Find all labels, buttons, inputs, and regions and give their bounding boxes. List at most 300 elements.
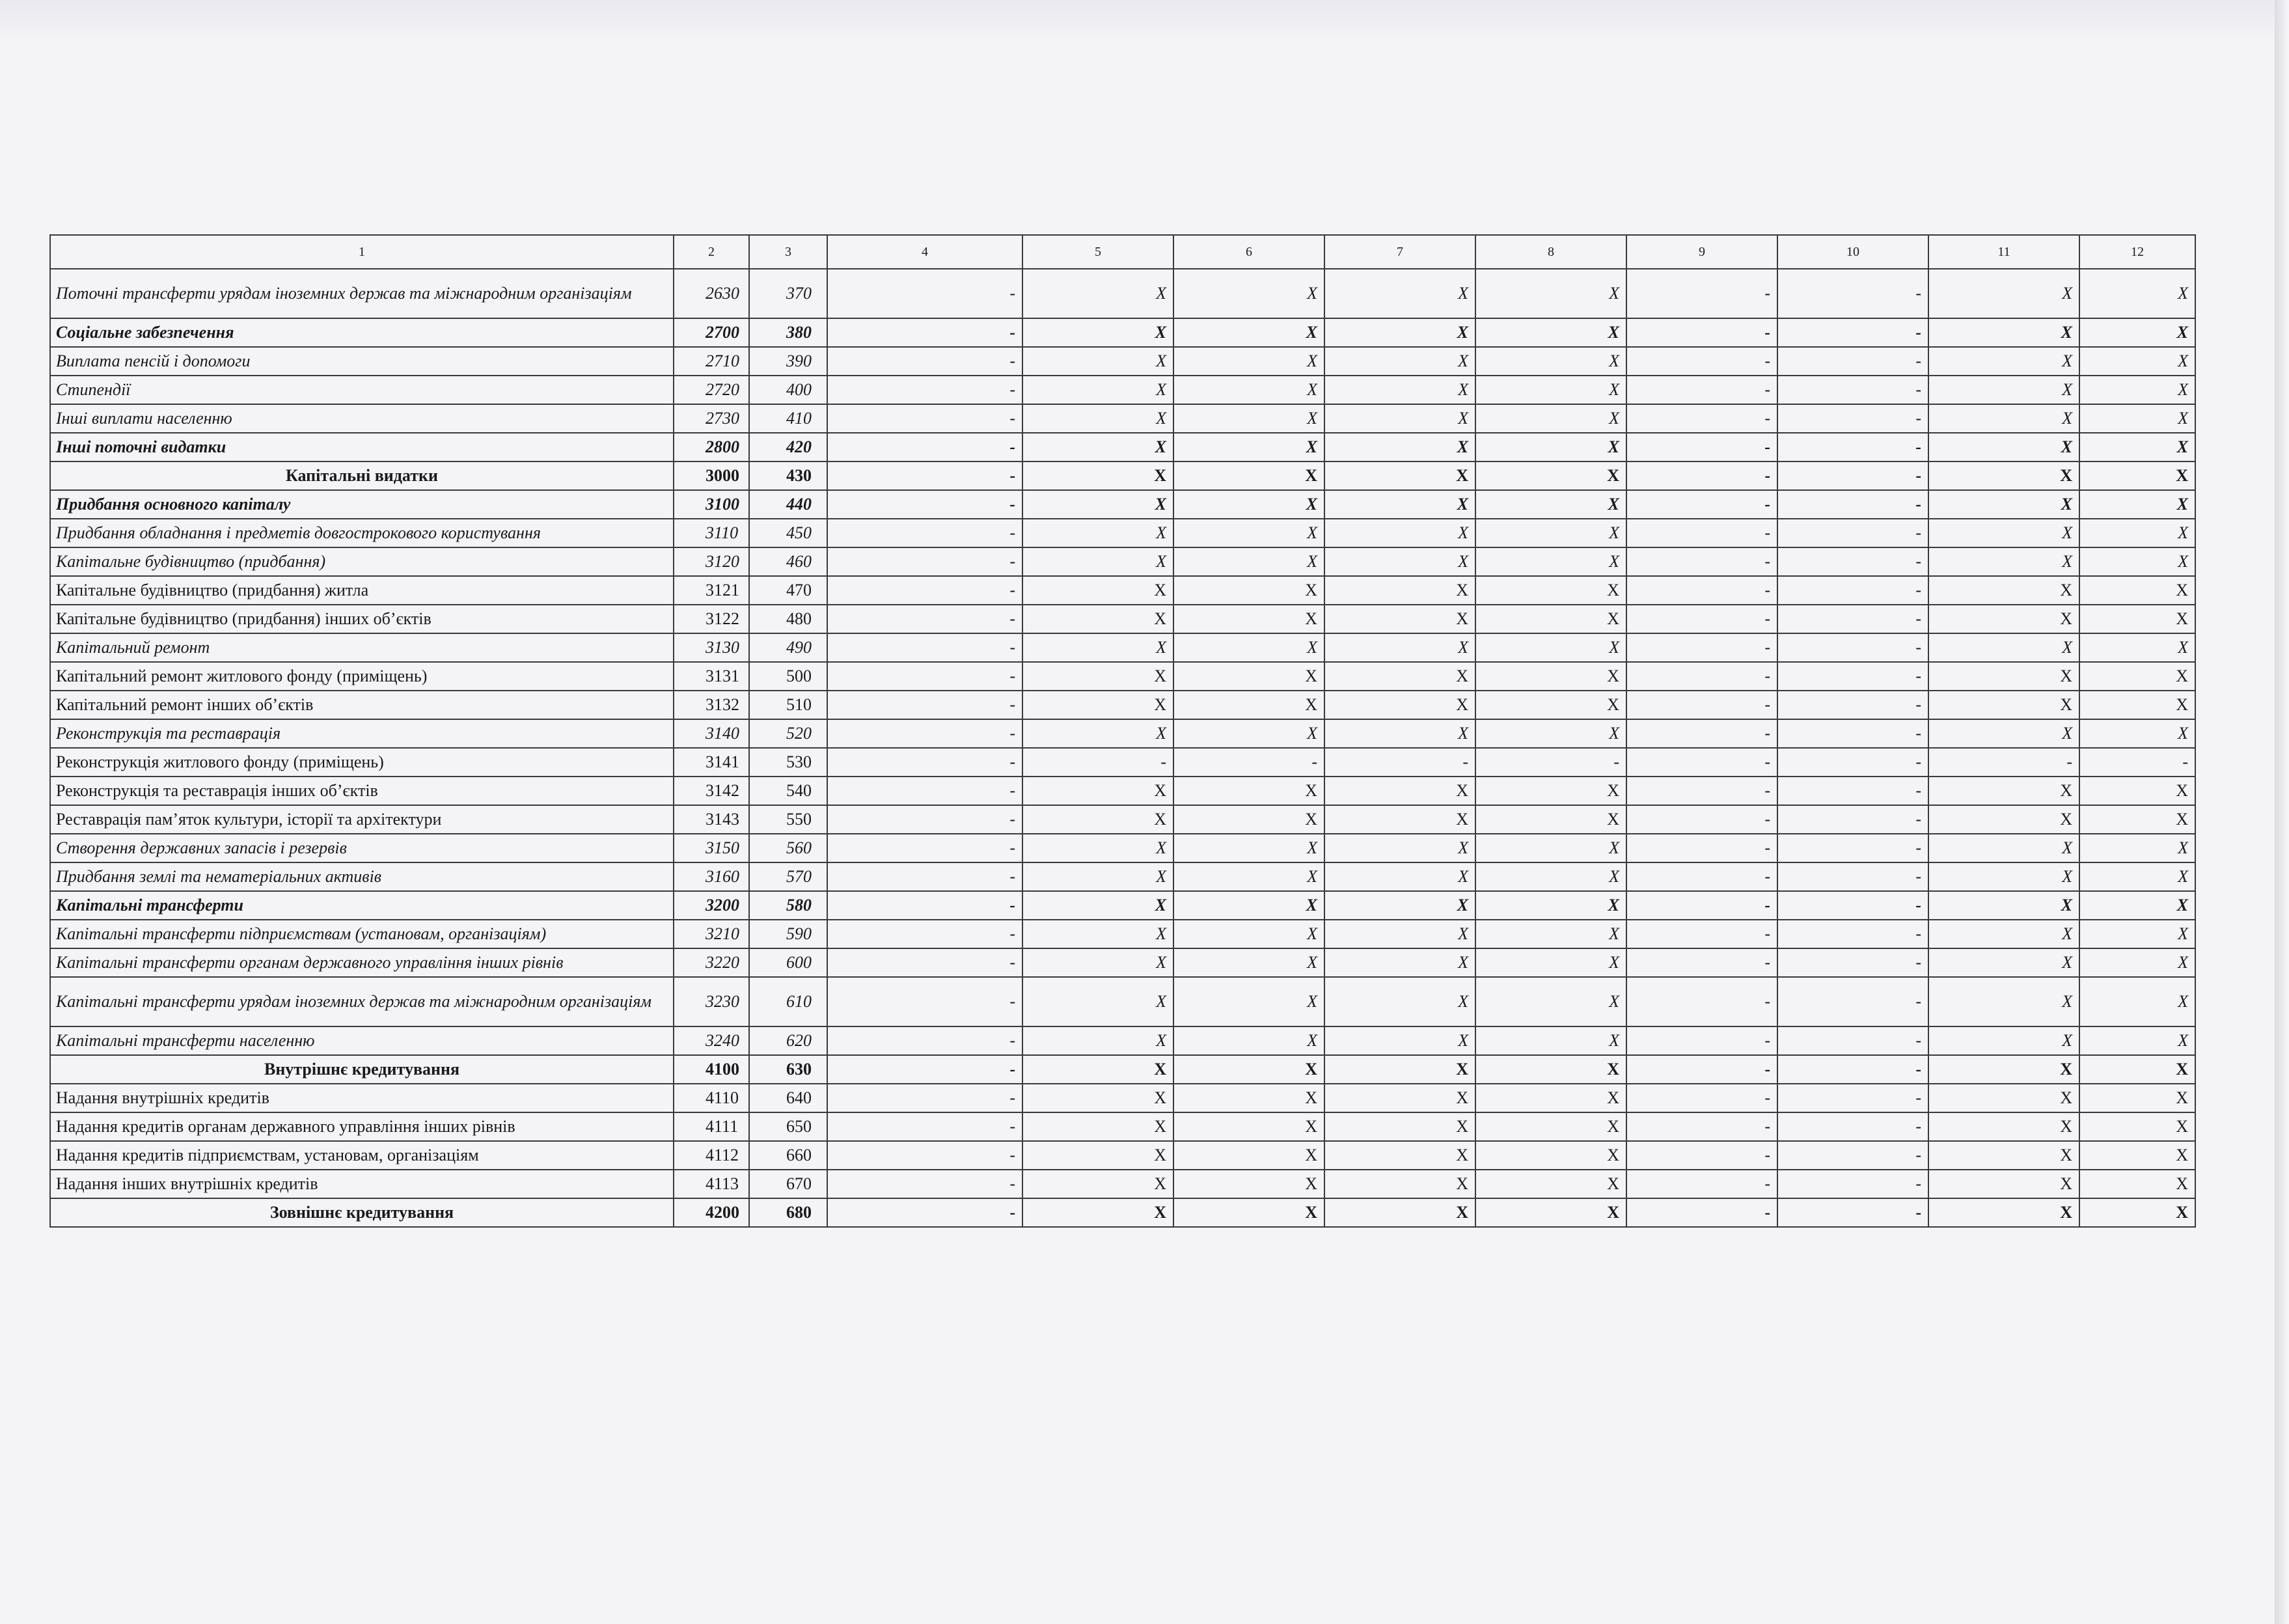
table-row bbox=[50, 269, 2195, 318]
row-value-cell: - bbox=[1777, 461, 1928, 490]
row-value-cell: X bbox=[1475, 1198, 1626, 1227]
column-number: 1 bbox=[50, 235, 674, 269]
row-line-number: 390 bbox=[749, 347, 827, 376]
row-value-cell: - bbox=[1626, 862, 1777, 891]
row-value-cell: X bbox=[1475, 433, 1626, 461]
row-value-cell: X bbox=[1173, 1026, 1324, 1055]
row-value-cell: X bbox=[1475, 1084, 1626, 1112]
row-value-cell: X bbox=[1475, 805, 1626, 834]
row-value-cell: X bbox=[1324, 576, 1475, 605]
row-value-cell: X bbox=[1173, 461, 1324, 490]
row-code: 3150 bbox=[674, 834, 749, 862]
row-name: Капітальне будівництво (придбання) bbox=[50, 547, 674, 576]
row-code: 4100 bbox=[674, 1055, 749, 1084]
row-value-cell: X bbox=[1173, 1112, 1324, 1141]
table-row bbox=[50, 433, 2195, 461]
row-value-cell: X bbox=[1928, 862, 2079, 891]
row-value-cell: - bbox=[1777, 605, 1928, 633]
row-value-cell: - bbox=[1626, 576, 1777, 605]
table-row bbox=[50, 1141, 2195, 1170]
row-value-cell: X bbox=[2079, 605, 2195, 633]
row-value-cell: X bbox=[2079, 1112, 2195, 1141]
row-value-cell: - bbox=[1626, 633, 1777, 662]
row-value-cell: X bbox=[1928, 948, 2079, 977]
row-value-cell: X bbox=[1022, 490, 1173, 519]
row-value-cell: - bbox=[827, 862, 1022, 891]
row-code: 3121 bbox=[674, 576, 749, 605]
row-value-cell: - bbox=[827, 1170, 1022, 1198]
row-value-cell: X bbox=[1324, 948, 1475, 977]
row-value-cell: X bbox=[1928, 461, 2079, 490]
row-value-cell: X bbox=[2079, 1198, 2195, 1227]
row-name: Стипендії bbox=[50, 376, 674, 404]
row-value-cell: X bbox=[1324, 404, 1475, 433]
row-value-cell: X bbox=[1928, 1084, 2079, 1112]
row-code: 3200 bbox=[674, 891, 749, 920]
table-row bbox=[50, 977, 2195, 1026]
row-value-cell: X bbox=[2079, 269, 2195, 318]
row-line-number: 630 bbox=[749, 1055, 827, 1084]
table-row bbox=[50, 834, 2195, 862]
row-value-cell: - bbox=[827, 691, 1022, 719]
row-name: Створення державних запасів і резервів bbox=[50, 834, 674, 862]
row-value-cell: - bbox=[827, 777, 1022, 805]
row-value-cell: X bbox=[1324, 691, 1475, 719]
row-name: Зовнішнє кредитування bbox=[50, 1198, 674, 1227]
row-value-cell: X bbox=[1928, 519, 2079, 547]
row-value-cell: X bbox=[1022, 633, 1173, 662]
row-value-cell: X bbox=[2079, 834, 2195, 862]
row-name: Капітальні трансферти підприємствам (установам, організаціям) bbox=[50, 920, 674, 948]
row-value-cell: - bbox=[827, 433, 1022, 461]
row-code: 3143 bbox=[674, 805, 749, 834]
row-code: 3220 bbox=[674, 948, 749, 977]
row-value-cell: - bbox=[1626, 777, 1777, 805]
row-value-cell: - bbox=[827, 633, 1022, 662]
row-value-cell: - bbox=[827, 948, 1022, 977]
row-value-cell: X bbox=[2079, 719, 2195, 748]
report-sheet bbox=[49, 234, 2195, 1228]
table-row bbox=[50, 748, 2195, 777]
column-number: 8 bbox=[1475, 235, 1626, 269]
row-line-number: 620 bbox=[749, 1026, 827, 1055]
row-value-cell: X bbox=[2079, 1055, 2195, 1084]
row-value-cell: - bbox=[1626, 662, 1777, 691]
row-value-cell: X bbox=[1928, 777, 2079, 805]
row-value-cell: - bbox=[1777, 748, 1928, 777]
row-line-number: 580 bbox=[749, 891, 827, 920]
row-value-cell: X bbox=[2079, 1170, 2195, 1198]
row-value-cell: X bbox=[1173, 948, 1324, 977]
row-value-cell: - bbox=[1777, 1170, 1928, 1198]
row-value-cell: - bbox=[1626, 1055, 1777, 1084]
row-value-cell: X bbox=[1475, 719, 1626, 748]
row-value-cell: X bbox=[1928, 576, 2079, 605]
row-value-cell: - bbox=[1777, 862, 1928, 891]
row-name: Виплата пенсій і допомоги bbox=[50, 347, 674, 376]
table-row bbox=[50, 1026, 2195, 1055]
row-value-cell: - bbox=[827, 1198, 1022, 1227]
row-value-cell: X bbox=[2079, 805, 2195, 834]
row-code: 2630 bbox=[674, 269, 749, 318]
row-value-cell: - bbox=[1626, 748, 1777, 777]
table-row bbox=[50, 691, 2195, 719]
row-name: Придбання основного капіталу bbox=[50, 490, 674, 519]
row-value-cell: X bbox=[1475, 269, 1626, 318]
row-value-cell: - bbox=[1626, 1112, 1777, 1141]
table-row bbox=[50, 719, 2195, 748]
row-value-cell: - bbox=[1626, 948, 1777, 977]
row-value-cell: - bbox=[1626, 920, 1777, 948]
row-name: Капітальний ремонт інших об’єктів bbox=[50, 691, 674, 719]
row-value-cell: X bbox=[1173, 1084, 1324, 1112]
table-row bbox=[50, 1170, 2195, 1198]
row-value-cell: X bbox=[1475, 1170, 1626, 1198]
row-value-cell: - bbox=[827, 719, 1022, 748]
row-code: 3230 bbox=[674, 977, 749, 1026]
row-value-cell: X bbox=[1173, 605, 1324, 633]
row-value-cell: - bbox=[1626, 519, 1777, 547]
row-value-cell: X bbox=[1173, 576, 1324, 605]
row-value-cell: X bbox=[1928, 633, 2079, 662]
row-value-cell: X bbox=[2079, 576, 2195, 605]
row-value-cell: X bbox=[2079, 433, 2195, 461]
table-row bbox=[50, 891, 2195, 920]
row-value-cell: X bbox=[1324, 1112, 1475, 1141]
row-line-number: 670 bbox=[749, 1170, 827, 1198]
row-value-cell: X bbox=[1173, 547, 1324, 576]
row-value-cell: X bbox=[1475, 1112, 1626, 1141]
row-value-cell: X bbox=[2079, 862, 2195, 891]
row-value-cell: - bbox=[1777, 547, 1928, 576]
row-line-number: 530 bbox=[749, 748, 827, 777]
row-value-cell: X bbox=[2079, 977, 2195, 1026]
row-name: Реконструкція та реставрація інших об’єктів bbox=[50, 777, 674, 805]
column-number: 5 bbox=[1022, 235, 1173, 269]
row-value-cell: - bbox=[1777, 891, 1928, 920]
row-value-cell: X bbox=[1324, 547, 1475, 576]
row-value-cell: X bbox=[1022, 891, 1173, 920]
table-row bbox=[50, 461, 2195, 490]
column-number: 2 bbox=[674, 235, 749, 269]
row-value-cell: X bbox=[2079, 691, 2195, 719]
row-name: Реконструкція житлового фонду (приміщень) bbox=[50, 748, 674, 777]
table-row bbox=[50, 805, 2195, 834]
row-value-cell: - bbox=[827, 1084, 1022, 1112]
row-value-cell: X bbox=[1475, 376, 1626, 404]
row-value-cell: - bbox=[1777, 1141, 1928, 1170]
row-value-cell: X bbox=[1173, 862, 1324, 891]
row-value-cell: X bbox=[1173, 920, 1324, 948]
row-code: 4113 bbox=[674, 1170, 749, 1198]
row-value-cell: X bbox=[2079, 1141, 2195, 1170]
row-line-number: 490 bbox=[749, 633, 827, 662]
table-row bbox=[50, 1112, 2195, 1141]
row-value-cell: X bbox=[1022, 1170, 1173, 1198]
row-value-cell: X bbox=[1928, 433, 2079, 461]
row-value-cell: - bbox=[827, 662, 1022, 691]
row-value-cell: - bbox=[827, 347, 1022, 376]
table-row bbox=[50, 519, 2195, 547]
row-code: 2700 bbox=[674, 318, 749, 347]
row-value-cell: X bbox=[1324, 1170, 1475, 1198]
row-code: 3160 bbox=[674, 862, 749, 891]
table-row bbox=[50, 347, 2195, 376]
row-value-cell: X bbox=[1324, 433, 1475, 461]
row-value-cell: - bbox=[1777, 519, 1928, 547]
row-value-cell: X bbox=[1173, 347, 1324, 376]
row-value-cell: X bbox=[1022, 461, 1173, 490]
row-value-cell: X bbox=[1324, 1198, 1475, 1227]
row-value-cell: X bbox=[2079, 519, 2195, 547]
row-code: 4112 bbox=[674, 1141, 749, 1170]
row-value-cell: X bbox=[1173, 269, 1324, 318]
row-value-cell: - bbox=[1626, 719, 1777, 748]
row-value-cell: - bbox=[1626, 376, 1777, 404]
row-value-cell: X bbox=[1324, 633, 1475, 662]
row-value-cell: X bbox=[1022, 1055, 1173, 1084]
row-value-cell: X bbox=[1928, 318, 2079, 347]
row-value-cell: - bbox=[1022, 748, 1173, 777]
row-name: Капітальний ремонт житлового фонду (приміщень) bbox=[50, 662, 674, 691]
column-number: 3 bbox=[749, 235, 827, 269]
row-value-cell: X bbox=[1475, 576, 1626, 605]
row-line-number: 680 bbox=[749, 1198, 827, 1227]
table-row bbox=[50, 948, 2195, 977]
row-value-cell: X bbox=[1475, 633, 1626, 662]
row-value-cell: X bbox=[1475, 1141, 1626, 1170]
row-value-cell: X bbox=[1928, 891, 2079, 920]
row-code: 3140 bbox=[674, 719, 749, 748]
row-code: 2720 bbox=[674, 376, 749, 404]
row-line-number: 560 bbox=[749, 834, 827, 862]
row-value-cell: X bbox=[1173, 633, 1324, 662]
row-name: Соціальне забезпечення bbox=[50, 318, 674, 347]
row-line-number: 610 bbox=[749, 977, 827, 1026]
row-value-cell: X bbox=[1173, 891, 1324, 920]
row-value-cell: - bbox=[1777, 1084, 1928, 1112]
row-name: Інші виплати населенню bbox=[50, 404, 674, 433]
row-value-cell: X bbox=[1022, 547, 1173, 576]
row-value-cell: - bbox=[827, 547, 1022, 576]
column-number: 10 bbox=[1777, 235, 1928, 269]
row-value-cell: X bbox=[1324, 862, 1475, 891]
table-row bbox=[50, 547, 2195, 576]
row-value-cell: - bbox=[1626, 1198, 1777, 1227]
row-value-cell: X bbox=[2079, 948, 2195, 977]
table-row bbox=[50, 777, 2195, 805]
row-value-cell: X bbox=[2079, 376, 2195, 404]
row-code: 3110 bbox=[674, 519, 749, 547]
row-value-cell: X bbox=[1022, 404, 1173, 433]
row-value-cell: X bbox=[1324, 269, 1475, 318]
row-line-number: 590 bbox=[749, 920, 827, 948]
row-name: Надання кредитів органам державного управління інших рівнів bbox=[50, 1112, 674, 1141]
table-row bbox=[50, 862, 2195, 891]
row-value-cell: X bbox=[1475, 490, 1626, 519]
row-value-cell: - bbox=[827, 605, 1022, 633]
row-value-cell: X bbox=[1173, 977, 1324, 1026]
row-name: Капітальні видатки bbox=[50, 461, 674, 490]
row-value-cell: - bbox=[1777, 347, 1928, 376]
row-value-cell: X bbox=[1173, 404, 1324, 433]
row-code: 3141 bbox=[674, 748, 749, 777]
row-value-cell: X bbox=[1475, 461, 1626, 490]
table-row bbox=[50, 633, 2195, 662]
table-row bbox=[50, 318, 2195, 347]
row-value-cell: - bbox=[1777, 977, 1928, 1026]
row-value-cell: - bbox=[1777, 691, 1928, 719]
row-value-cell: X bbox=[1928, 490, 2079, 519]
row-value-cell: - bbox=[1626, 1141, 1777, 1170]
row-value-cell: - bbox=[827, 805, 1022, 834]
row-value-cell: X bbox=[1324, 519, 1475, 547]
row-value-cell: X bbox=[1022, 576, 1173, 605]
row-value-cell: - bbox=[1777, 805, 1928, 834]
row-code: 3210 bbox=[674, 920, 749, 948]
row-value-cell: X bbox=[1475, 605, 1626, 633]
row-value-cell: X bbox=[1173, 490, 1324, 519]
row-value-cell: X bbox=[1475, 977, 1626, 1026]
row-name: Придбання землі та нематеріальних активів bbox=[50, 862, 674, 891]
row-line-number: 440 bbox=[749, 490, 827, 519]
row-value-cell: X bbox=[1475, 891, 1626, 920]
row-value-cell: X bbox=[1928, 719, 2079, 748]
row-value-cell: X bbox=[1022, 1141, 1173, 1170]
table-row bbox=[50, 1084, 2195, 1112]
row-value-cell: - bbox=[1626, 490, 1777, 519]
row-value-cell: X bbox=[1022, 862, 1173, 891]
row-value-cell: X bbox=[1475, 948, 1626, 977]
row-value-cell: X bbox=[1022, 347, 1173, 376]
row-value-cell: X bbox=[1022, 519, 1173, 547]
row-value-cell: X bbox=[2079, 490, 2195, 519]
row-name: Капітальні трансферти урядам іноземних держав та міжнародним організаціям bbox=[50, 977, 674, 1026]
row-value-cell: X bbox=[1022, 605, 1173, 633]
row-line-number: 550 bbox=[749, 805, 827, 834]
row-value-cell: X bbox=[1475, 662, 1626, 691]
row-value-cell: X bbox=[1022, 920, 1173, 948]
row-value-cell: X bbox=[2079, 1084, 2195, 1112]
row-value-cell: X bbox=[1928, 404, 2079, 433]
row-value-cell: - bbox=[1173, 748, 1324, 777]
row-value-cell: - bbox=[1626, 1170, 1777, 1198]
row-value-cell: X bbox=[1475, 318, 1626, 347]
row-name: Інші поточні видатки bbox=[50, 433, 674, 461]
row-value-cell: - bbox=[1626, 691, 1777, 719]
scan-right-edge bbox=[2275, 0, 2289, 1624]
row-name: Надання інших внутрішніх кредитів bbox=[50, 1170, 674, 1198]
row-value-cell: - bbox=[1626, 347, 1777, 376]
row-value-cell: X bbox=[1173, 777, 1324, 805]
row-value-cell: - bbox=[827, 977, 1022, 1026]
row-value-cell: - bbox=[1626, 834, 1777, 862]
row-value-cell: X bbox=[1324, 1055, 1475, 1084]
row-value-cell: X bbox=[1022, 691, 1173, 719]
row-value-cell: - bbox=[827, 920, 1022, 948]
row-line-number: 650 bbox=[749, 1112, 827, 1141]
row-line-number: 410 bbox=[749, 404, 827, 433]
row-value-cell: X bbox=[1324, 977, 1475, 1026]
row-name: Капітальне будівництво (придбання) житла bbox=[50, 576, 674, 605]
row-value-cell: X bbox=[1928, 376, 2079, 404]
row-value-cell: - bbox=[1777, 1112, 1928, 1141]
row-value-cell: - bbox=[1626, 318, 1777, 347]
row-value-cell: - bbox=[1777, 948, 1928, 977]
row-value-cell: - bbox=[1475, 748, 1626, 777]
row-value-cell: X bbox=[1173, 805, 1324, 834]
row-value-cell: X bbox=[1928, 1112, 2079, 1141]
row-value-cell: X bbox=[1928, 269, 2079, 318]
row-value-cell: X bbox=[1324, 805, 1475, 834]
row-value-cell: X bbox=[1173, 376, 1324, 404]
row-value-cell: - bbox=[1777, 633, 1928, 662]
row-value-cell: X bbox=[2079, 461, 2195, 490]
row-value-cell: X bbox=[1475, 862, 1626, 891]
row-value-cell: X bbox=[1324, 605, 1475, 633]
row-value-cell: X bbox=[1324, 376, 1475, 404]
row-code: 4111 bbox=[674, 1112, 749, 1141]
row-value-cell: X bbox=[2079, 633, 2195, 662]
row-name: Капітальні трансферти органам державного управління інших рівнів bbox=[50, 948, 674, 977]
row-value-cell: X bbox=[1022, 662, 1173, 691]
row-line-number: 450 bbox=[749, 519, 827, 547]
row-value-cell: X bbox=[1022, 719, 1173, 748]
row-value-cell: - bbox=[1626, 1026, 1777, 1055]
row-value-cell: - bbox=[1928, 748, 2079, 777]
row-code: 3131 bbox=[674, 662, 749, 691]
table-row bbox=[50, 1198, 2195, 1227]
row-value-cell: X bbox=[1022, 1026, 1173, 1055]
row-value-cell: X bbox=[1022, 1084, 1173, 1112]
row-value-cell: X bbox=[1022, 834, 1173, 862]
row-code: 2710 bbox=[674, 347, 749, 376]
row-value-cell: - bbox=[1626, 605, 1777, 633]
row-value-cell: - bbox=[1777, 404, 1928, 433]
row-value-cell: X bbox=[1173, 691, 1324, 719]
row-value-cell: X bbox=[1928, 1055, 2079, 1084]
row-code: 3142 bbox=[674, 777, 749, 805]
row-name: Капітальні трансферти населенню bbox=[50, 1026, 674, 1055]
row-value-cell: X bbox=[1022, 269, 1173, 318]
row-value-cell: X bbox=[1928, 1141, 2079, 1170]
row-value-cell: X bbox=[1324, 1026, 1475, 1055]
row-value-cell: X bbox=[1173, 662, 1324, 691]
row-code: 3100 bbox=[674, 490, 749, 519]
row-value-cell: X bbox=[1475, 834, 1626, 862]
row-name: Реставрація пам’яток культури, історії та архітектури bbox=[50, 805, 674, 834]
row-value-cell: X bbox=[1022, 777, 1173, 805]
row-value-cell: - bbox=[827, 404, 1022, 433]
row-code: 4200 bbox=[674, 1198, 749, 1227]
row-value-cell: X bbox=[2079, 891, 2195, 920]
row-line-number: 430 bbox=[749, 461, 827, 490]
row-code: 3132 bbox=[674, 691, 749, 719]
row-value-cell: - bbox=[1777, 1055, 1928, 1084]
row-value-cell: - bbox=[1777, 376, 1928, 404]
table-row bbox=[50, 376, 2195, 404]
row-value-cell: X bbox=[1173, 1170, 1324, 1198]
row-value-cell: X bbox=[1928, 834, 2079, 862]
row-line-number: 380 bbox=[749, 318, 827, 347]
row-value-cell: X bbox=[1324, 461, 1475, 490]
row-value-cell: X bbox=[2079, 920, 2195, 948]
row-value-cell: - bbox=[1777, 662, 1928, 691]
row-code: 2800 bbox=[674, 433, 749, 461]
table-row bbox=[50, 605, 2195, 633]
row-name: Надання кредитів підприємствам, установам, організаціям bbox=[50, 1141, 674, 1170]
column-number-row bbox=[50, 235, 2195, 269]
